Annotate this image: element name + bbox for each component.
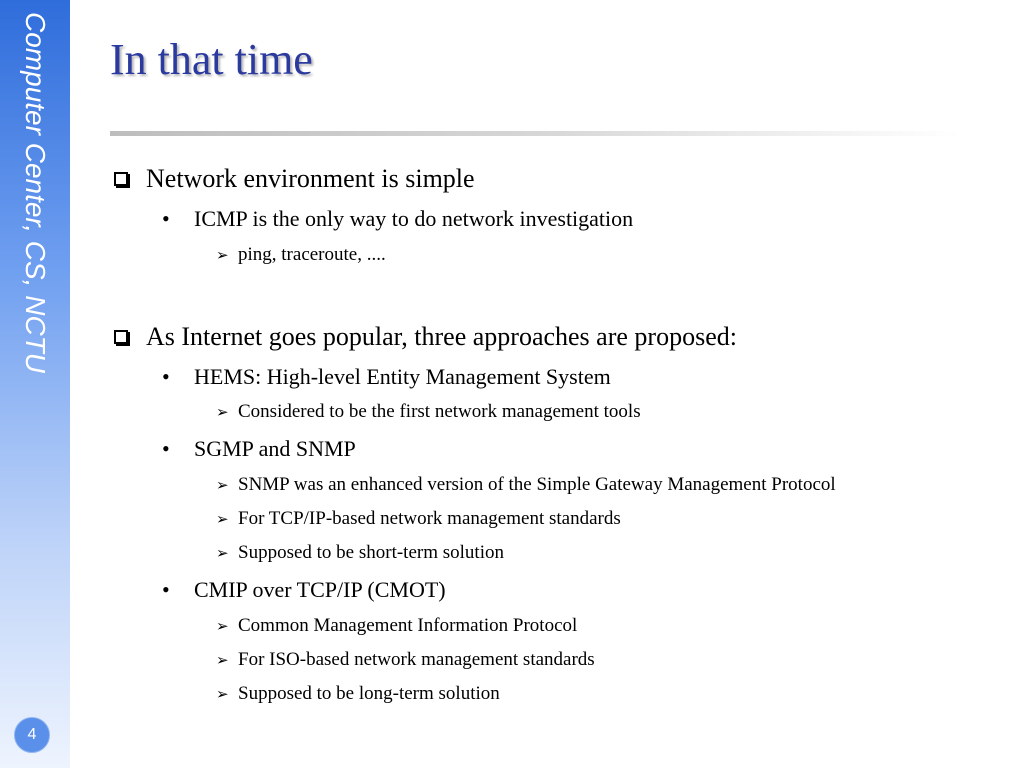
arrow-bullet-icon: ➢	[216, 246, 229, 264]
bullet-text: ICMP is the only way to do network investigation	[194, 206, 634, 231]
bullet-text: For TCP/IP-based network management standards	[238, 508, 621, 529]
bullet-level3	[216, 244, 386, 266]
bullet-text: As Internet goes popular, three approaches are proposed:	[146, 322, 737, 351]
bullet-level3	[216, 615, 577, 637]
bullet-text: SNMP was an enhanced version of the Simple Gateway Management Protocol	[238, 474, 836, 495]
sidebar-banner	[0, 0, 70, 768]
dot-bullet-icon: •	[162, 577, 170, 602]
bullet-level3	[216, 474, 836, 496]
bullet-text: For ISO-based network management standards	[238, 649, 595, 670]
bullet-level3	[216, 683, 500, 705]
bullet-level2	[162, 436, 356, 462]
dot-bullet-icon: •	[162, 436, 170, 461]
arrow-bullet-icon: ➢	[216, 685, 229, 703]
arrow-bullet-icon: ➢	[216, 617, 229, 635]
bullet-level3	[216, 542, 504, 564]
checkbox-bullet-icon	[114, 172, 128, 186]
arrow-bullet-icon: ➢	[216, 403, 229, 421]
bullet-text: HEMS: High-level Entity Management System	[194, 364, 611, 389]
bullet-level2	[162, 364, 611, 390]
page-number-badge: 4	[14, 717, 50, 753]
bullet-level3	[216, 508, 621, 530]
sidebar-caption: Computer Center, CS, NCTU	[20, 12, 51, 373]
arrow-bullet-icon: ➢	[216, 510, 229, 528]
slide-title: In that time	[110, 35, 313, 84]
bullet-text: CMIP over TCP/IP (CMOT)	[194, 577, 446, 602]
dot-bullet-icon: •	[162, 364, 170, 389]
bullet-text: ping, traceroute, ....	[238, 244, 386, 265]
arrow-bullet-icon: ➢	[216, 476, 229, 494]
bullet-level2	[162, 577, 446, 603]
checkbox-bullet-icon	[114, 330, 128, 344]
bullet-text: Common Management Information Protocol	[238, 615, 578, 636]
bullet-level3	[216, 401, 641, 423]
title-divider	[110, 131, 960, 136]
bullet-level3	[216, 649, 595, 671]
bullet-text: SGMP and SNMP	[194, 436, 356, 461]
bullet-text: Network environment is simple	[146, 164, 475, 193]
bullet-text: Supposed to be long-term solution	[238, 683, 500, 704]
bullet-level1	[114, 322, 737, 352]
dot-bullet-icon: •	[162, 206, 170, 231]
arrow-bullet-icon: ➢	[216, 544, 229, 562]
bullet-text: Supposed to be short-term solution	[238, 542, 504, 563]
bullet-level2	[162, 206, 633, 232]
bullet-text: Considered to be the first network management tools	[238, 401, 641, 422]
bullet-level1	[114, 164, 475, 194]
arrow-bullet-icon: ➢	[216, 651, 229, 669]
